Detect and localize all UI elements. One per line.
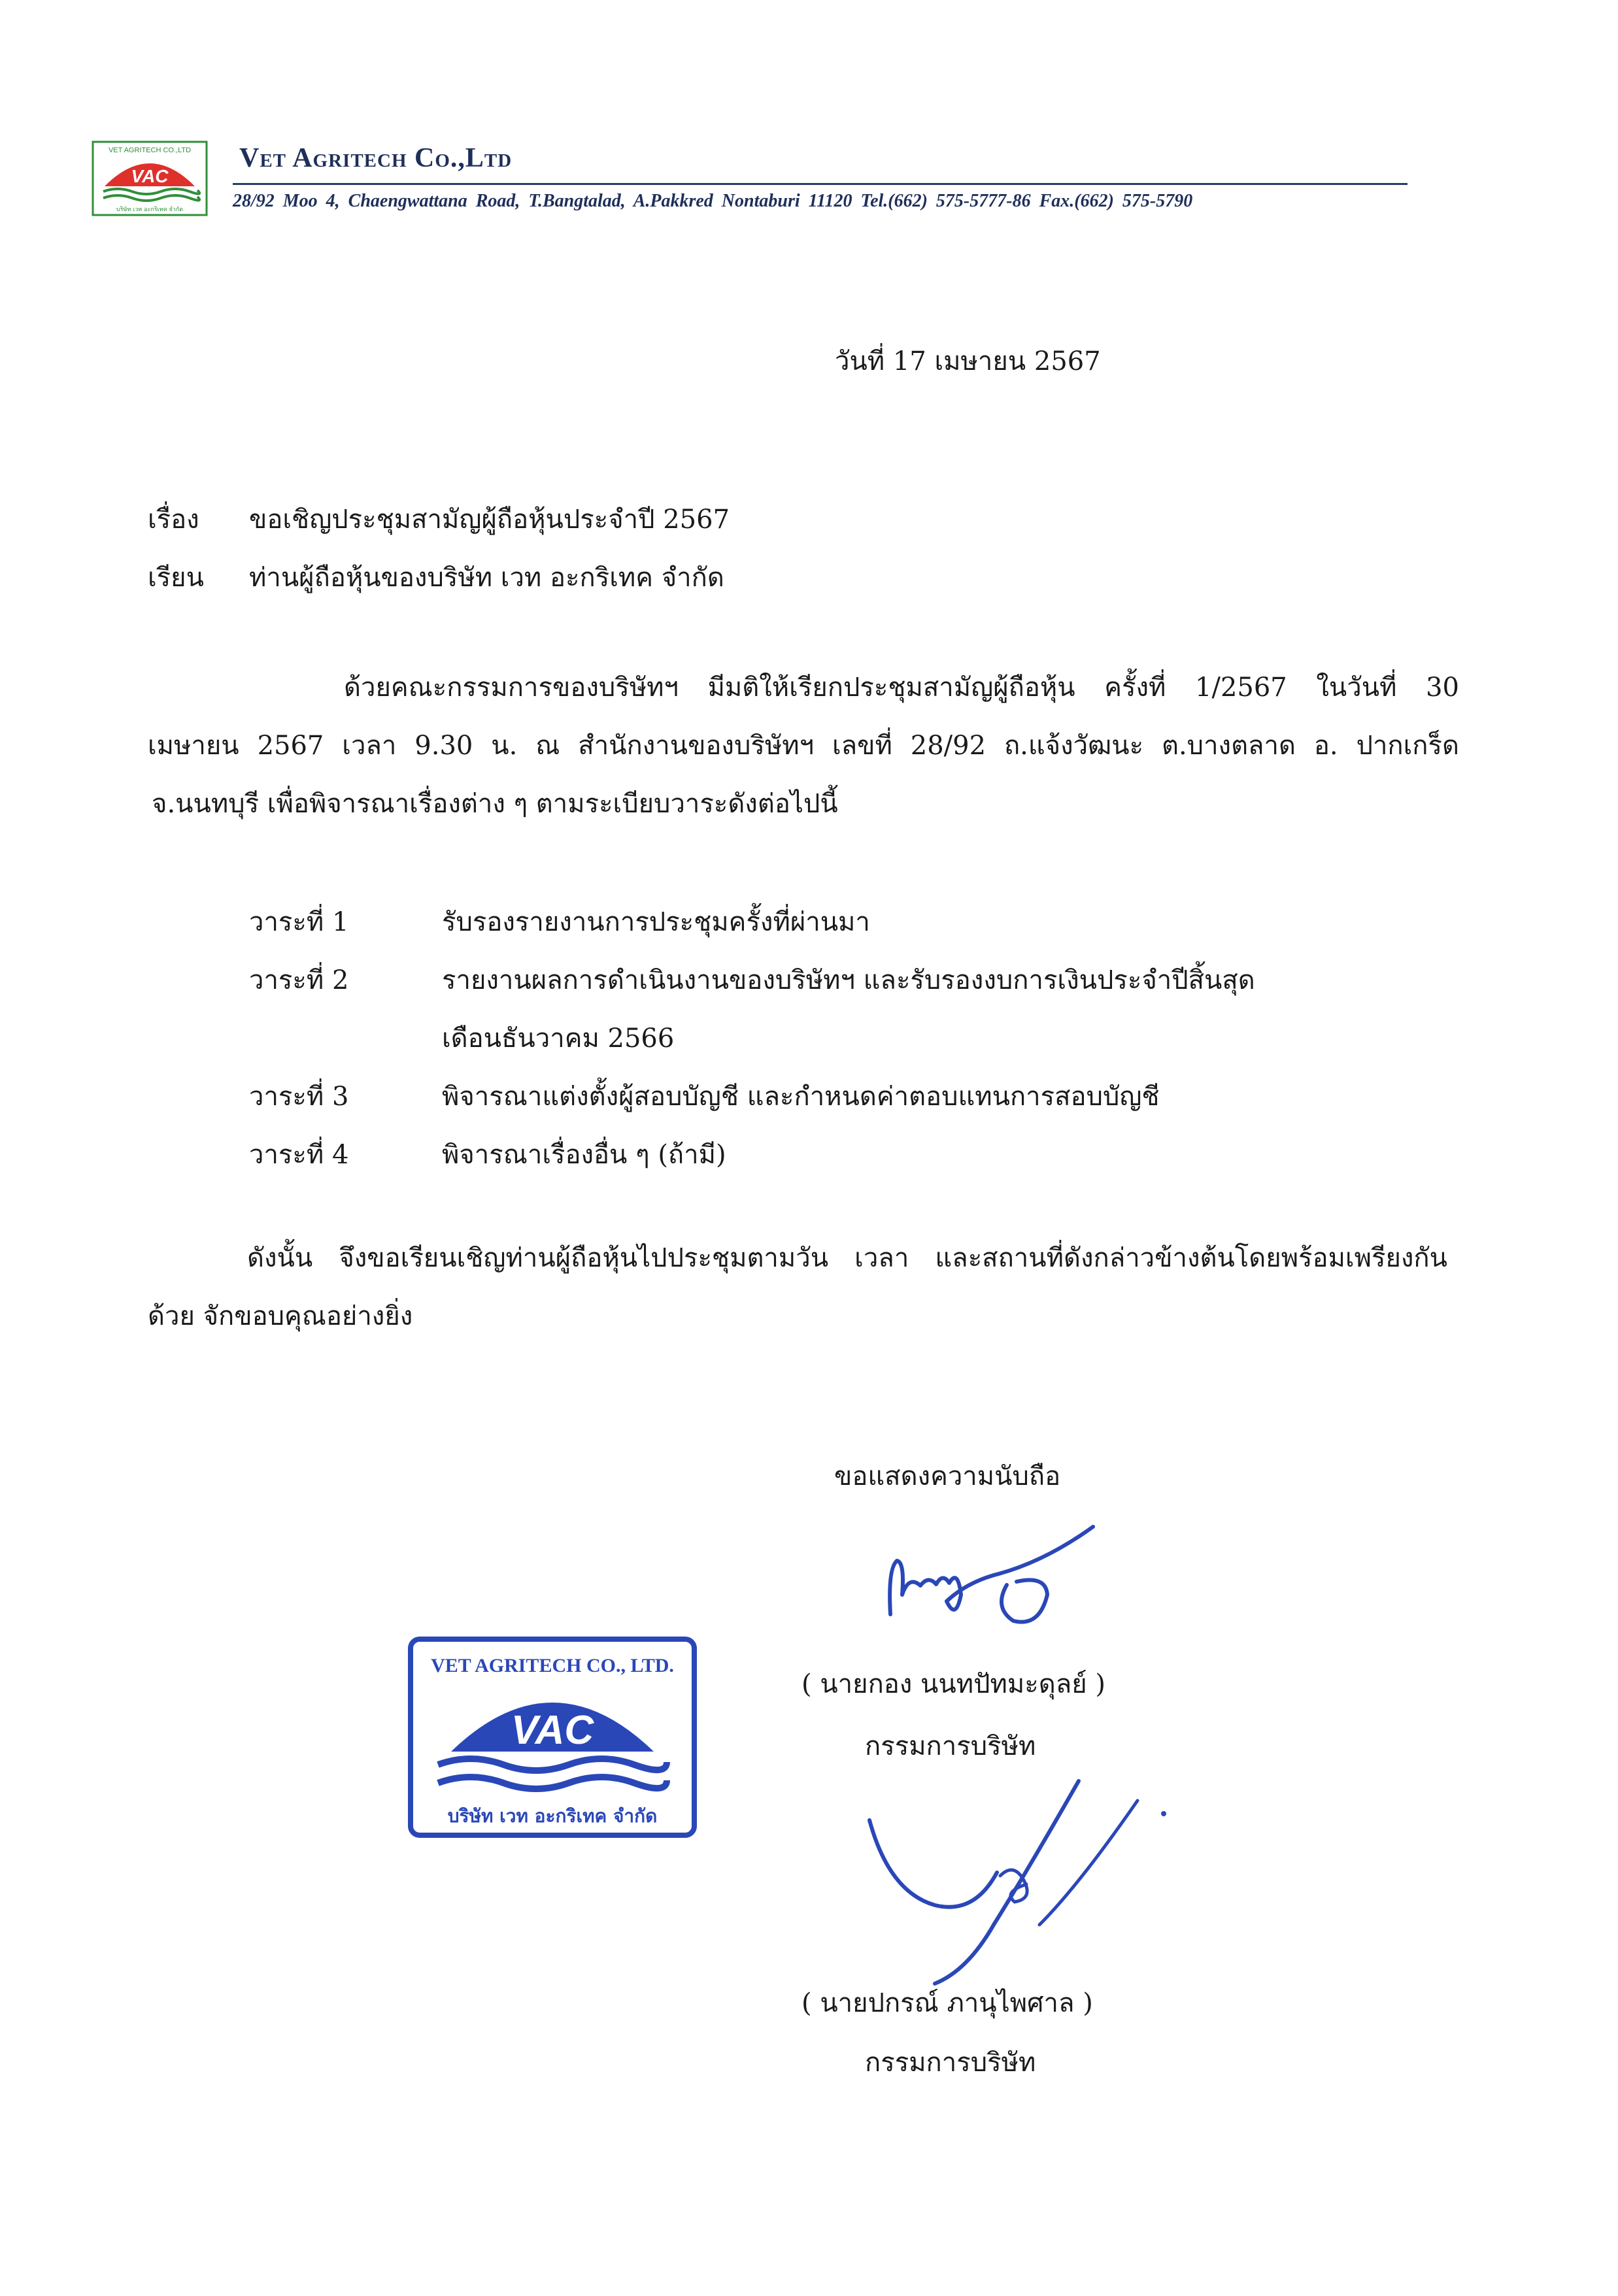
regards-text: ขอแสดงความนับถือ [834,1461,1061,1491]
recipient-label: เรียน [148,563,204,593]
agenda-2-text-line-1: รายงานผลการดำเนินงานของบริษัทฯ และรับรองงบการเงินประจำปีสิ้นสุด [442,965,1255,995]
agenda-4-label: วาระที่ 4 [249,1140,349,1170]
logo-center-text: VAC [131,166,169,186]
logo-bottom-text: บริษัท เวท อะกริเทค จำกัด [116,207,184,213]
recipient-text: ท่านผู้ถือหุ้นของบริษัท เวท อะกริเทค จำกัด [249,563,724,593]
body-line-1: ด้วยคณะกรรมการของบริษัทฯ มีมติให้เรียกประชุมสามัญผู้ถือหุ้น ครั้งที่ 1/2567 ในวันที่ 30 [344,673,1459,703]
company-stamp [405,1634,699,1840]
stamp-bottom-text: บริษัท เวท อะกริเทค จำกัด [447,1805,658,1827]
signer-1-title: กรรมการบริษัท [865,1731,1036,1761]
agenda-1-label: วาระที่ 1 [249,907,349,937]
stamp-center-text: VAC [511,1708,594,1753]
company-address: 28/92 Moo 4, Chaengwattana Road, T.Bangtalad, A.Pakkred Nontaburi 11120 Tel.(662) 575-5777-86 Fax.(662) 575-5790 [233,191,1193,211]
company-logo [92,141,208,216]
closing-line-2: ด้วย จักขอบคุณอย่างยิ่ง [148,1301,413,1331]
signer-1-name: ( นายกอง นนทปัทมะดุลย์ ) [801,1669,1105,1699]
agenda-3-text: พิจารณาแต่งตั้งผู้สอบบัญชี และกำหนดค่าตอบแทนการสอบบัญชี [442,1082,1160,1112]
closing-line-1: ดังนั้น จึงขอเรียนเชิญท่านผู้ถือหุ้นไปประชุมตามวัน เวลา และสถานที่ดังกล่าวข้างต้นโดยพร้อมเพรียงกัน [247,1243,1447,1273]
subject-text: ขอเชิญประชุมสามัญผู้ถือหุ้นประจำปี 2567 [249,505,730,535]
signer-2-name: ( นายปกรณ์ ภานุไพศาล ) [801,1988,1093,2018]
letter-date: วันที่ 17 เมษายน 2567 [835,346,1101,376]
subject-label: เรื่อง [148,505,199,535]
agenda-2-label: วาระที่ 2 [249,965,349,995]
agenda-2-text-line-2: เดือนธันวาคม 2566 [442,1023,675,1054]
agenda-3-label: วาระที่ 3 [249,1082,349,1112]
signer-2-title: กรรมการบริษัท [865,2048,1036,2078]
company-name: Vet Agritech Co.,Ltd [239,143,513,173]
stamp-top-text: VET AGRITECH CO., LTD. [431,1655,674,1676]
body-line-2: เมษายน 2567 เวลา 9.30 น. ณ สำนักงานของบริษัทฯ เลขที่ 28/92 ถ.แจ้งวัฒนะ ต.บางตลาด อ. ปากเกร็ด [148,731,1459,761]
header-divider [233,183,1407,185]
body-line-3: จ.นนทบุรี เพื่อพิจารณาเรื่องต่าง ๆ ตามระเบียบวาระดังต่อไปนี้ [152,789,838,819]
signature-1 [883,1523,1138,1634]
logo-top-text: VET AGRITECH CO.,LTD [108,146,192,154]
signature-2 [863,1774,1190,1987]
agenda-1-text: รับรองรายงานการประชุมครั้งที่ผ่านมา [442,907,870,937]
agenda-4-text: พิจารณาเรื่องอื่น ๆ (ถ้ามี) [442,1140,726,1170]
